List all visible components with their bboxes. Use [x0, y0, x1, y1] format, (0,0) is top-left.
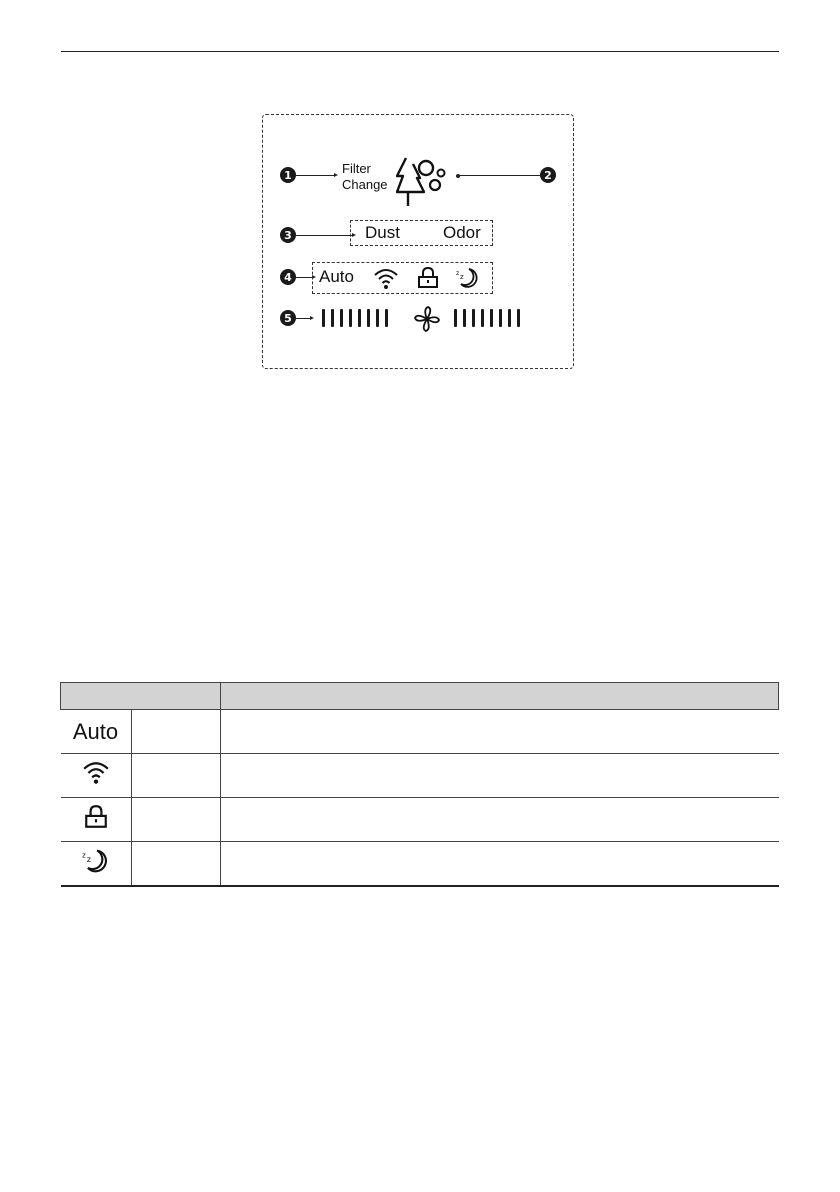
wifi-icon: [82, 759, 110, 787]
leader-3: [296, 235, 354, 236]
speed-bar: [463, 309, 466, 327]
table-desc-cell: [220, 842, 779, 887]
table-name-cell: [131, 710, 220, 754]
sleep-moon-icon: [455, 266, 481, 290]
auto-label: Auto: [319, 267, 354, 286]
speed-bar: [499, 309, 502, 327]
table-desc-cell: [220, 754, 779, 798]
filter-label-line1: Filter: [342, 161, 371, 176]
fan-icon: [413, 305, 441, 333]
speed-bar: [454, 309, 457, 327]
mode-indicator-box: [312, 262, 493, 294]
table-desc-cell: [220, 798, 779, 842]
lock-icon: [417, 266, 439, 290]
header-rule: [61, 51, 779, 52]
sleep-moon-icon: [81, 847, 111, 875]
leader-5: [296, 318, 312, 319]
wifi-icon: [373, 267, 399, 291]
speed-bar: [490, 309, 493, 327]
speed-bar: [472, 309, 475, 327]
speed-bar: [508, 309, 511, 327]
table-desc-cell: [220, 710, 779, 754]
speed-bar: [481, 309, 484, 327]
filter-change-label: [342, 161, 388, 193]
svg-text:z: z: [460, 273, 464, 281]
table-row: [61, 798, 779, 842]
speed-bar: [349, 309, 352, 327]
lock-icon: [84, 804, 108, 830]
filter-label-line2: Change: [342, 177, 388, 192]
callout-2: 2: [540, 167, 556, 183]
callout-5: 5: [280, 310, 296, 326]
speed-bar: [517, 309, 520, 327]
table-row: [61, 754, 779, 798]
table-row: [61, 710, 779, 754]
table-row: [61, 842, 779, 887]
leader-1: [296, 175, 336, 176]
svg-text:z: z: [86, 855, 91, 865]
filter-tree-icon: [396, 152, 452, 208]
table-icon-cell: [61, 710, 132, 754]
icon-description-table: [60, 682, 779, 887]
leader-2: [458, 175, 540, 176]
speed-bar: [358, 309, 361, 327]
table-name-cell: [131, 754, 220, 798]
svg-text:z: z: [456, 270, 460, 277]
odor-label: Odor: [443, 223, 481, 242]
speed-bar: [376, 309, 379, 327]
speed-bar: [367, 309, 370, 327]
table-header-icon: [61, 683, 221, 710]
fan-speed-bars-left: [322, 309, 388, 327]
table-header-description: [220, 683, 779, 710]
speed-bar: [340, 309, 343, 327]
fan-speed-bars-right: [454, 309, 520, 327]
svg-text:z: z: [81, 851, 86, 860]
dust-label: Dust: [365, 223, 400, 242]
auto-text: Auto: [72, 718, 119, 744]
speed-bar: [322, 309, 325, 327]
callout-1: 1: [280, 167, 296, 183]
speed-bar: [331, 309, 334, 327]
table-icon-cell: [61, 798, 132, 842]
speed-bar: [385, 309, 388, 327]
callout-4: 4: [280, 269, 296, 285]
dust-odor-indicator: [350, 220, 493, 246]
table-icon-cell: [61, 754, 132, 798]
table-name-cell: [131, 842, 220, 887]
callout-3: 3: [280, 227, 296, 243]
table-icon-cell: [61, 842, 132, 887]
table-name-cell: [131, 798, 220, 842]
table-header-row: [61, 683, 779, 710]
